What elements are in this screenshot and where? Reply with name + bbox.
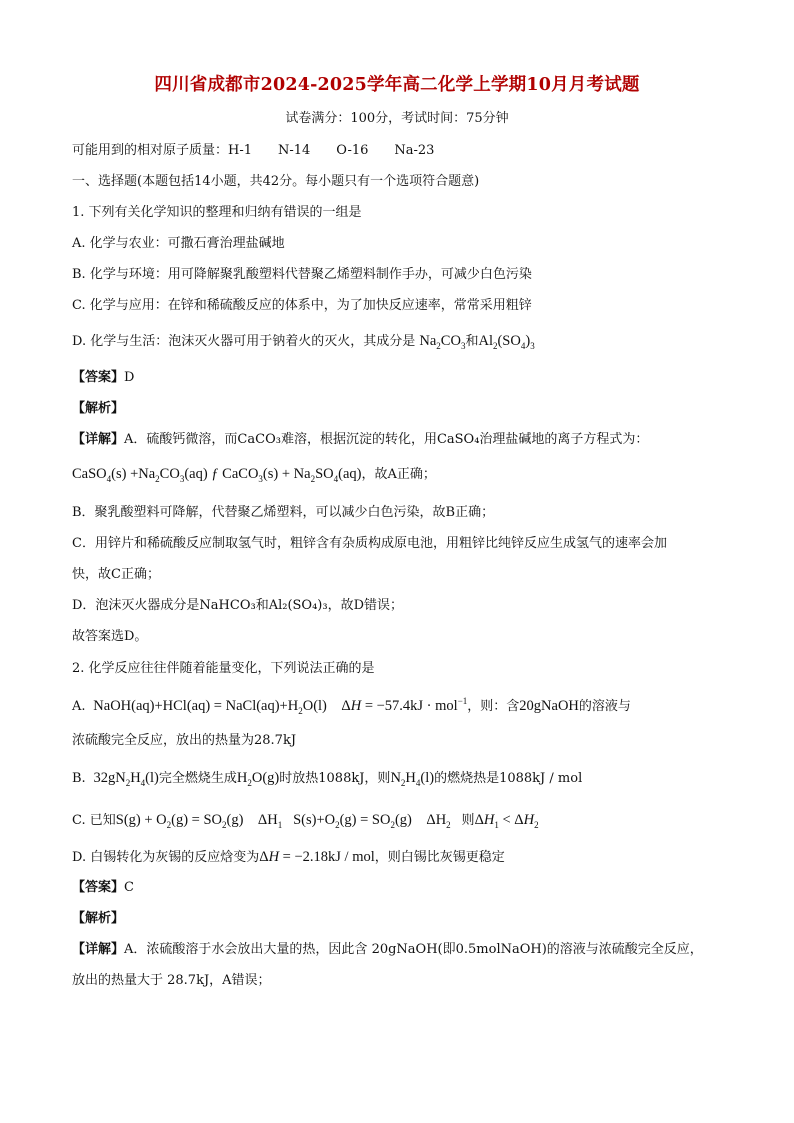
answer-value: C	[124, 880, 134, 895]
q2-option-a	[72, 696, 734, 717]
answer-value: D	[124, 370, 135, 385]
detail-tag: 【 详解 】	[72, 432, 124, 447]
q1-option-d-text: D. 化学与生活：泡沫灭火器可用于钠着火的灭火，其成分是	[72, 334, 416, 349]
answer-tag: 【 答案 】	[72, 880, 124, 895]
formula-na2co3: $Na_2CO_3$	[419, 333, 466, 351]
q1-detail-c1: C．用锌片和稀硫酸反应制取氢气时，粗锌含有杂质构成原电池，用粗锌比纯锌反应生成氢气的速率会加	[72, 536, 667, 551]
option-label: A.	[72, 699, 86, 714]
option-label: C. 已知	[72, 813, 116, 828]
q2-detail-a1	[72, 940, 734, 960]
q2-option-b	[72, 768, 734, 789]
equation-caso4: CaSO$_4$(s) $+Na_2CO_3(aq)$ ƒ CaCO$_3$(s) + $Na_2SO_4(aq)$	[72, 466, 362, 484]
q1-conclusion: 故答案选D。	[72, 629, 148, 644]
q2-answer	[72, 878, 734, 898]
q1-detail-a1	[72, 430, 734, 450]
answer-tag: 【 答案 】	[72, 370, 124, 385]
q1-detail-a2	[72, 464, 734, 485]
detail-tag: 【 详解 】	[72, 942, 124, 957]
page-title: 四川省成都市2024-2025学年高二化学上学期10月月考试题	[154, 75, 640, 95]
atomic-masses: 可能用到的相对原子质量：H-1 N-14 O-16 Na-23	[72, 143, 435, 158]
analysis-tag: 【 解析 】	[72, 911, 124, 926]
q2-option-a-line2: 浓硫酸完全反应，放出的热量为28.7kJ	[72, 733, 297, 748]
option-label: B.	[72, 771, 86, 786]
detail-text: A．浓硫酸溶于水会放出大量的热，因此含 20gNaOH(即0.5molNaOH)的溶液与浓硫酸完全反应，	[124, 942, 703, 957]
equation-naoh-hcl: NaOH(aq)+HCl(aq) = $NaCl(aq)+H_2O(l)$ ΔH = −57.4kJ · mol$^{-1}$	[89, 696, 468, 716]
q2-detail-a2: 放出的热量大于 28.7kJ，A错误；	[72, 973, 271, 988]
q1-stem: 1. 下列有关化学知识的整理和归纳有错误的一组是	[72, 205, 362, 220]
q1-detail-d: D．泡沫灭火器成分是NaHCO₃和Al₂(SO₄)₃，故D错误；	[72, 598, 404, 613]
q2-option-d	[72, 847, 734, 868]
formula-32gn2h4: $32gN_2H_4(l)$	[89, 770, 159, 788]
option-text: 则	[461, 813, 475, 828]
q1-detail-c2: 快，故C正确；	[72, 567, 160, 582]
q1-answer	[72, 368, 734, 388]
option-text: ，则白锡比灰锡更稳定	[374, 850, 505, 865]
q1-detail-b: B．聚乳酸塑料可降解，代替聚乙烯塑料，可以减少白色污染，故B正确；	[72, 505, 495, 520]
exam-info: 试卷满分：100分，考试时间：75分钟	[285, 111, 509, 126]
formula-20gnaoh: 20gNaOH	[519, 698, 579, 714]
option-text: 时放热1088kJ，则	[279, 771, 391, 786]
option-text: D. 白锡转化为灰锡的反应焓变为	[72, 850, 260, 865]
detail-text: A．硫酸钙微溶，而CaCO₃难溶，根据沉淀的转化，用CaSO₄治理盐碱地的离子方程式为：	[124, 432, 649, 447]
q2-analysis	[72, 909, 734, 929]
option-text: 的燃烧热是1088kJ / mol	[434, 771, 583, 786]
q1-option-b: B. 化学与环境：用可降解聚乳酸塑料代替聚乙烯塑料制作手办，可减少白色污染	[72, 267, 532, 282]
option-text: 的溶液与	[578, 699, 631, 714]
formula-n2h4-l: $N_2H_4(l)$	[390, 770, 435, 788]
q1-analysis	[72, 399, 734, 419]
formula-h2o-g: $H_2O(g)$	[236, 770, 280, 788]
equation-s-combustion: $S(g) + O_2(g) = SO_2(g)$ $\Delta H_1$ $S(s)+O_2(g) = SO_2(g)$ $\Delta H_2$	[115, 812, 451, 830]
q2-option-c	[72, 810, 734, 831]
section-heading: 一、选择题(本题包括14小题，共42分。每小题只有一个选项符合题意)	[72, 174, 480, 189]
and-text: 和	[465, 334, 479, 349]
detail-text: ，故A正确；	[361, 467, 436, 482]
inequality: $\Delta H_1 < \Delta H_2$	[474, 812, 539, 830]
enthalpy-value: ΔH = −2.18kJ / mol	[259, 849, 375, 865]
formula-al2so43: $Al_2(SO_4)_3$	[478, 333, 535, 351]
option-text: ，则：含	[467, 699, 520, 714]
q1-option-c: C. 化学与应用：在锌和稀硫酸反应的体系中，为了加快反应速率，常常采用粗锌	[72, 298, 532, 313]
option-text: 完全燃烧生成	[158, 771, 237, 786]
q1-option-a: A. 化学与农业：可撒石膏治理盐碱地	[72, 236, 285, 251]
q1-option-d	[72, 331, 734, 352]
analysis-tag: 【 解析 】	[72, 401, 124, 416]
q2-stem: 2. 化学反应往往伴随着能量变化，下列说法正确的是	[72, 661, 375, 676]
